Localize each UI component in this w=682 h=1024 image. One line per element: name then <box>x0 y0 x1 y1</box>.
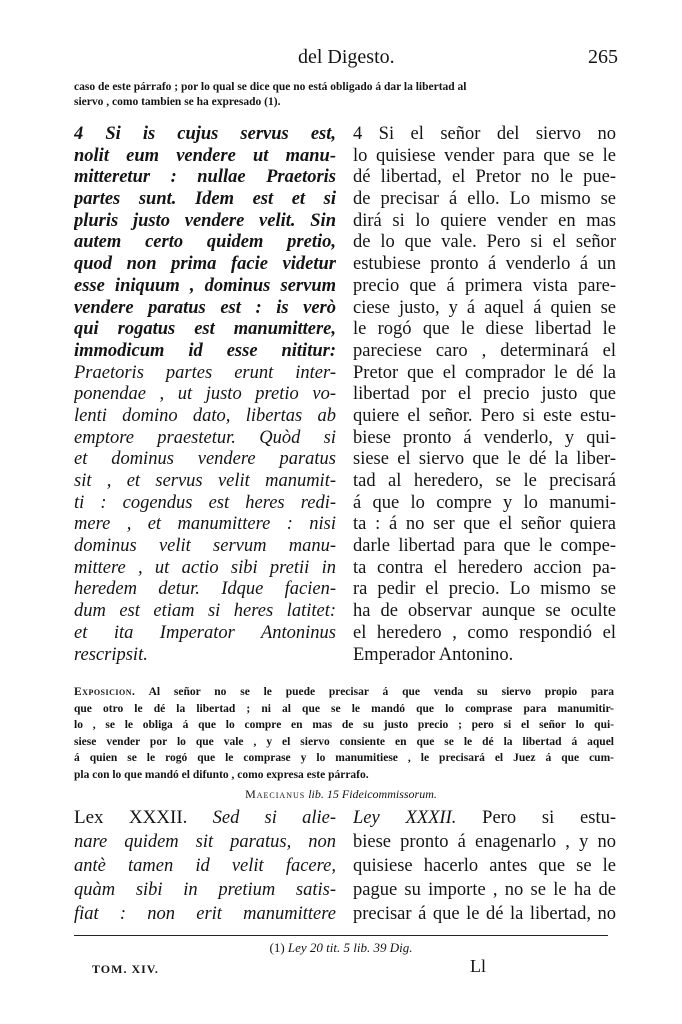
page-number: 265 <box>588 46 618 68</box>
latin-line: nolit eum vendere ut manu- <box>74 145 336 166</box>
spanish-line: á que lo compre y lo manumi- <box>353 492 616 513</box>
spanish-line: precio que á primera vista pare- <box>353 275 616 296</box>
lex-latin-line <box>74 902 336 926</box>
spanish-line: de lo que vale. Pero si el señor <box>353 232 616 253</box>
spanish-line: ta contra el heredero accion pa- <box>353 557 616 578</box>
footnote-rule <box>74 935 608 936</box>
latin-line: heredem detur. Idque facien- <box>74 579 336 600</box>
spanish-line: libertad por el precio justo que <box>353 384 616 405</box>
latin-line: emptore praestetur. Quòd si <box>74 427 336 448</box>
source-ref: lib. 15 <box>308 787 339 801</box>
intro-line: caso de este párrafo ; por lo qual se dice que no está obligado á dar la libertad al <box>74 81 467 93</box>
spanish-line: biese pronto á venderlo, y qui- <box>353 427 616 448</box>
spanish-line: siese el siervo que le dé la liber- <box>353 449 616 470</box>
spanish-line: dirá si lo quiere vender en mas <box>353 210 616 231</box>
intro-paragraph <box>74 80 614 110</box>
lex-latin-line-part: Lex XXXII. <box>74 807 188 828</box>
latin-line: et ita Imperator Antoninus <box>74 622 336 643</box>
lex-spanish-line-part: Ley XXXII. <box>353 808 457 828</box>
latin-line: ponendae , ut justo pretio vo- <box>74 384 336 405</box>
exposicion-line: que otro le dé la libertad ; ni al que se le mandó que lo comprase para manumitir- <box>74 702 614 715</box>
lex-latin-line-part: nare quidem sit paratus, non <box>74 832 336 852</box>
spanish-line: lo quisiese vender para que se le <box>353 145 616 166</box>
lex-spanish-line <box>353 902 616 926</box>
intro-line: siervo , como tambien se ha expresado (1). <box>74 96 281 108</box>
latin-line: dominus velit servum manu- <box>74 536 336 557</box>
lex-spanish-line-part: pague su importe , no se le ha de <box>353 880 616 900</box>
latin-line: quod non prima facie videtur <box>74 254 336 275</box>
spanish-line: 4 Si el señor del siervo no <box>353 124 616 144</box>
latin-line: sit , et servus velit manumit- <box>74 471 336 491</box>
latin-line: pluris justo vendere velit. Sin <box>74 210 336 231</box>
source-author: Maecianus <box>245 787 306 801</box>
spanish-line: estubiese pronto á venderlo á un <box>353 254 616 275</box>
source-citation <box>0 787 682 802</box>
spanish-line: ciese justo, y á aquel á quien se <box>353 297 616 318</box>
exposicion-line: lo , se le obliga á que lo compre en mas de su justo precio ; pero si el señor lo qui- <box>74 719 614 732</box>
lex-latin-line-part: antè tamen id velit facere, <box>74 856 336 876</box>
latin-line: ti : cogendus est heres redi- <box>74 492 336 513</box>
latin-line: partes sunt. Idem est et si <box>74 189 336 210</box>
latin-line: lenti domino dato, libertas ab <box>74 405 336 426</box>
latin-line: 4 Si is cujus servus est, <box>74 124 336 144</box>
latin-line: dum est etiam si heres latitet: <box>74 601 336 622</box>
spanish-line: darle libertad para que le compe- <box>353 536 616 557</box>
latin-line: esse iniquum , dominus servum <box>74 275 336 296</box>
latin-line: autem certo quidem pretio, <box>74 232 336 253</box>
spanish-line: pareciese caro , determinará el <box>353 340 616 361</box>
exposicion-line <box>74 684 614 701</box>
footnote-mark: (1) <box>269 940 285 955</box>
latin-line: mittere , ut actio sibi pretii in <box>74 557 336 578</box>
spanish-line: le rogó que le diese libertad le <box>353 319 616 340</box>
exposicion-line: á quien se le rogó que le comprase y lo manumitiese , le precisará el Juez á que cum- <box>74 752 614 765</box>
lex-spanish-line-part: Pero si estu- <box>456 808 616 828</box>
lex-latin-line <box>74 806 336 830</box>
signature-mark: Ll <box>470 956 486 976</box>
spanish-line: dé libertad, el Pretor no le pue- <box>353 167 616 188</box>
spanish-line: tad al heredero, se le precisará <box>353 471 616 491</box>
volume-label: TOM. XIV. <box>92 962 159 976</box>
exposicion-text: Al señor no se le puede precisar á que venda su siervo propio para <box>148 686 614 698</box>
latin-column <box>74 124 336 666</box>
latin-line: mere , et manumittere : nisi <box>74 514 336 535</box>
lex-latin-line <box>74 854 336 878</box>
lex-latin-line-part: fiat : non erit manumittere <box>74 904 336 924</box>
latin-line: Praetoris partes erunt inter- <box>74 362 336 383</box>
spanish-line: ra pedir el precio. Lo mismo se <box>353 579 616 600</box>
running-header <box>0 46 682 76</box>
lex-spanish-line-part: biese pronto á enagenarlo , y no <box>353 832 616 852</box>
lex-spanish-line <box>353 878 616 902</box>
lex-latin-line <box>74 878 336 902</box>
lex-spanish-line-part: quisiese hacerlo antes que se le <box>353 856 616 876</box>
lex-spanish-column <box>353 806 616 926</box>
lex-spanish-line <box>353 830 616 854</box>
latin-line: qui rogatus est manumittere, <box>74 319 336 340</box>
spanish-column <box>353 124 616 666</box>
spanish-line: el heredero , como respondió el <box>353 622 616 643</box>
latin-line: immodicum id esse nititur: <box>74 340 336 361</box>
exposicion-paragraph <box>74 684 614 784</box>
lex-spanish-line <box>353 854 616 878</box>
latin-line: vendere paratus est : is verò <box>74 297 336 318</box>
exposicion-line: pla con lo que mandó el difunto , como expresa este párrafo. <box>74 768 369 781</box>
lex-latin-column <box>74 806 336 926</box>
spanish-line: de precisar á ello. Lo mismo se <box>353 189 616 210</box>
lex-latin-line-part: Sed si alie- <box>187 808 336 828</box>
footnote <box>0 940 682 956</box>
latin-line: rescripsit. <box>74 644 148 665</box>
spanish-line: ta : á no ser que el señor quiera <box>353 514 616 535</box>
lex-latin-line <box>74 830 336 854</box>
spanish-line: Pretor que el comprador le dé la <box>353 362 616 383</box>
lex-spanish-line <box>353 806 616 830</box>
exposicion-label: Exposicion. <box>74 686 136 698</box>
spanish-line: quiere el señor. Pero si este estu- <box>353 405 616 426</box>
source-work: Fideicommissorum. <box>341 787 437 801</box>
latin-line: et dominus vendere paratus <box>74 449 336 470</box>
lex-spanish-line-part: precisar á que le dé la libertad, no <box>353 904 616 924</box>
spanish-line: Emperador Antonino. <box>353 644 514 665</box>
latin-line: mitteretur : nullae Praetoris <box>74 167 336 188</box>
running-title: del Digesto. <box>298 46 395 68</box>
spanish-line: ha de observar aunque se oculte <box>353 601 616 622</box>
lex-latin-line-part: quàm sibi in pretium satis- <box>74 880 336 900</box>
exposicion-line: siese vender por lo que vale , y el siervo consiente en que se le dé la libertad á aquel <box>74 735 614 748</box>
footnote-text: Ley 20 tit. 5 lib. 39 Dig. <box>287 940 413 955</box>
